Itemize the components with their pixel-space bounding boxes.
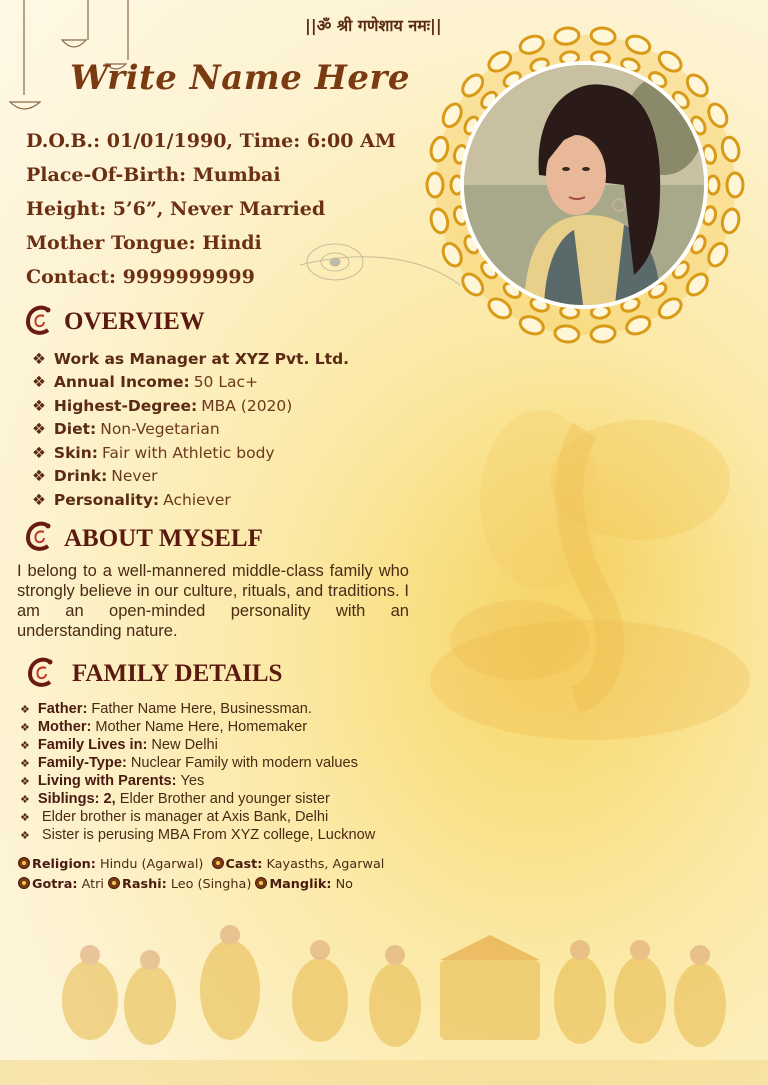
religion-row-1: Religion: Hindu (Agarwal) Cast: Kayasths, Agarwal (18, 857, 384, 872)
diamond-bullet-icon: ❖ (20, 757, 30, 770)
mantra-header: ||ॐ श्री गणेशाय नमः|| (305, 16, 442, 35)
chakra-icon (255, 877, 267, 889)
overview-section-icon (22, 302, 56, 338)
diamond-bullet-icon: ❖ (20, 703, 30, 716)
diamond-bullet-icon: ❖ (20, 775, 30, 788)
diamond-bullet-icon: ❖ (20, 739, 30, 752)
list-item: ❖ Family-Type: Nuclear Family with modern values (20, 755, 358, 771)
diamond-bullet-icon: ❖ (32, 349, 46, 368)
diamond-bullet-icon: ❖ (32, 467, 46, 486)
diamond-bullet-icon: ❖ (32, 373, 46, 392)
religion-row-2: Gotra: Atri Rashi: Leo (Singha) Manglik: No (18, 877, 353, 892)
list-item: ❖ Siblings: 2, Elder Brother and younger sister (20, 791, 330, 807)
family-heading: FAMILY DETAILS (72, 660, 283, 687)
diamond-bullet-icon: ❖ (20, 829, 30, 842)
list-item: ❖ Sister is perusing MBA From XYZ college, Lucknow (20, 827, 376, 843)
about-text: I belong to a well-mannered middle-class family who strongly believe in our culture, rituals, and traditions. I am an open-minded personality with an understanding nature. (17, 562, 409, 640)
list-item: ❖ Mother: Mother Name Here, Homemaker (20, 719, 308, 735)
diamond-bullet-icon: ❖ (32, 420, 46, 439)
portrait-image (464, 65, 708, 309)
diamond-bullet-icon: ❖ (32, 396, 46, 415)
info-height: Height: 5’6”, Never Married (26, 198, 326, 220)
frame-petal (427, 173, 443, 197)
family-list (20, 700, 375, 844)
info-dob: D.O.B.: 01/01/1990, Time: 6:00 AM (26, 130, 396, 152)
ganesha-watermark (405, 350, 768, 770)
overview-heading: OVERVIEW (64, 308, 205, 335)
candidate-name: Write Name Here (70, 58, 411, 98)
list-item: ❖ Family Lives in: New Delhi (20, 737, 218, 753)
list-item: ❖ Highest-Degree: MBA (2020) (32, 396, 293, 415)
diamond-bullet-icon: ❖ (32, 490, 46, 509)
list-item: ❖ Elder brother is manager at Axis Bank, Delhi (20, 809, 329, 825)
list-item: ❖ Skin: Fair with Athletic body (32, 443, 275, 462)
diamond-bullet-icon: ❖ (32, 443, 46, 462)
profile-photo (460, 61, 708, 309)
list-item: ❖ Drink: Never (32, 467, 158, 486)
diamond-bullet-icon: ❖ (20, 721, 30, 734)
chakra-icon (108, 877, 120, 889)
list-item: ❖ Work as Manager at XYZ Pvt. Ltd. (32, 349, 350, 368)
baraat-procession (0, 925, 768, 1085)
info-contact: Contact: 9999999999 (26, 266, 255, 288)
chakra-icon (18, 857, 30, 869)
frame-petal (707, 176, 719, 194)
info-mother-tongue: Mother Tongue: Hindi (26, 232, 262, 254)
chakra-icon (212, 857, 224, 869)
diamond-bullet-icon: ❖ (20, 811, 30, 824)
list-item: ❖ Diet: Non-Vegetarian (32, 420, 220, 439)
frame-petal (727, 173, 743, 197)
family-section-icon (24, 654, 58, 690)
list-item: ❖ Father: Father Name Here, Businessman. (20, 701, 312, 717)
overview-list (32, 347, 353, 512)
chakra-icon (18, 877, 30, 889)
list-item: ❖ Personality: Achiever (32, 490, 231, 509)
about-section-icon (22, 518, 56, 554)
list-item: ❖ Living with Parents: Yes (20, 773, 205, 789)
diamond-bullet-icon: ❖ (20, 793, 30, 806)
list-item: ❖ Annual Income: 50 Lac+ (32, 373, 258, 392)
about-heading: ABOUT MYSELF (64, 525, 263, 552)
info-birthplace: Place-Of-Birth: Mumbai (26, 164, 281, 186)
